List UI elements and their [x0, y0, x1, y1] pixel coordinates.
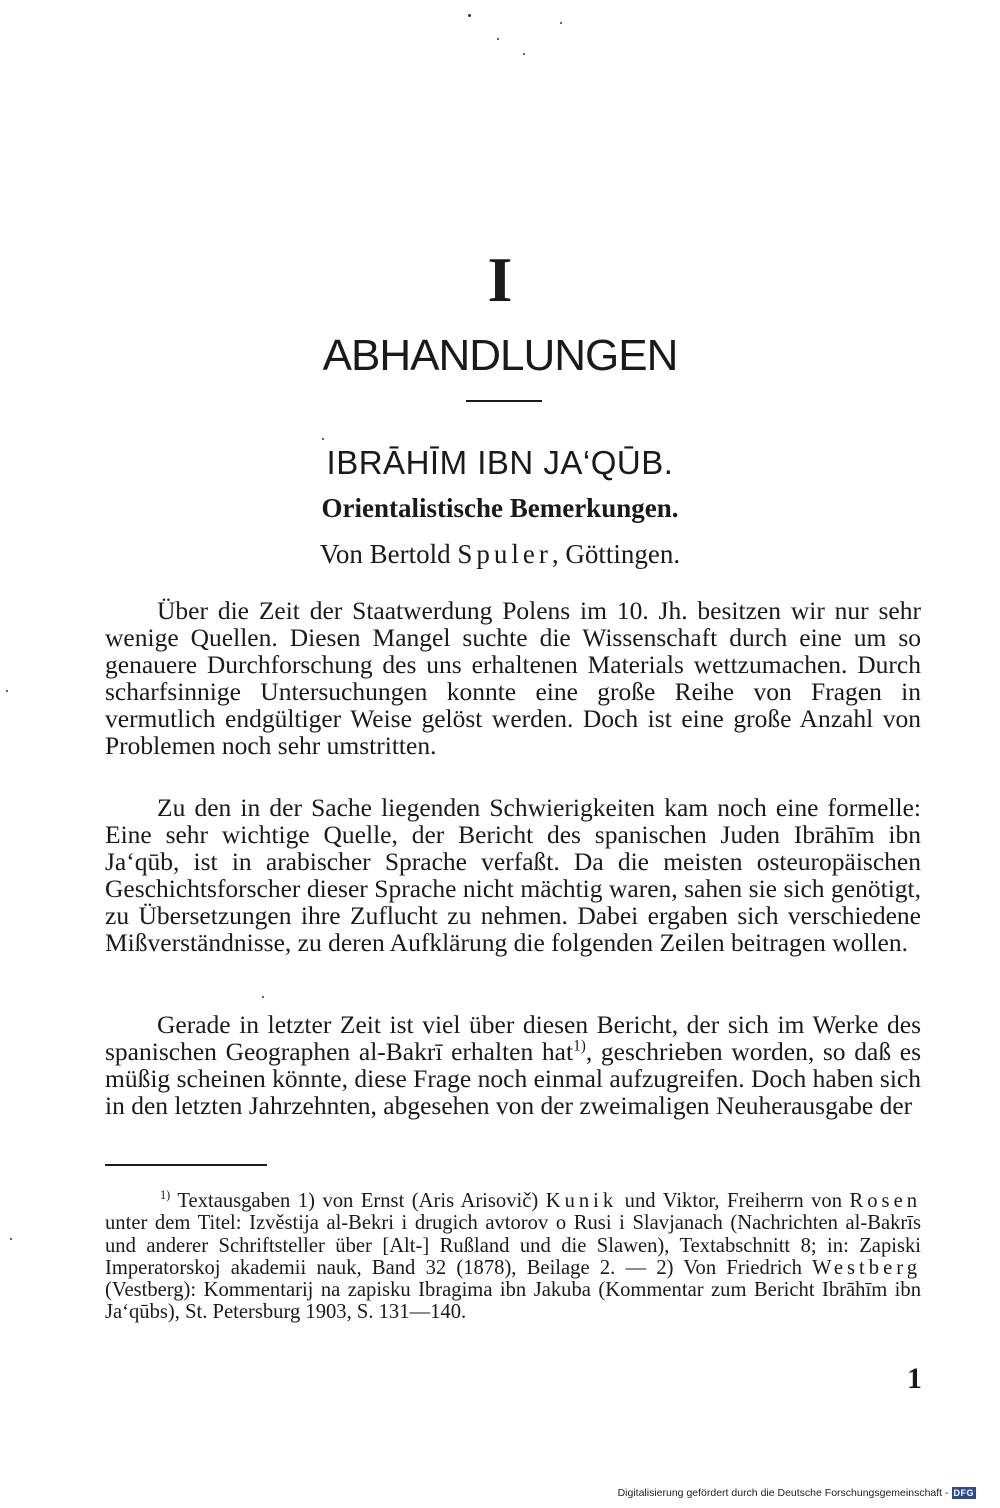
dfg-logo: DFG [953, 1488, 974, 1498]
paragraph-2: Zu den in der Sache liegenden Schwierigkeiten kam noch eine formelle: Eine sehr wichtige Quelle, der Bericht des spanischen Juden Ibrāhīm ibn Ja‘qūb, ist in arabischer Sprache verfaßt. Da die meisten osteuropäischen Geschichtsforscher dieser Sprache nicht mächtig waren, sahen sie sich genötigt, zu Übersetzungen ihre Zuflucht zu nehmen. Dabei ergaben sich verschiedene Mißverständnisse, zu deren Aufklärung die folgenden Zeilen beitragen wollen. [105, 793, 921, 957]
scan-speck [523, 53, 525, 55]
author-line [0, 541, 1000, 568]
digitization-credit [618, 1487, 976, 1499]
footnote-name-westberg: Westberg [812, 1256, 921, 1279]
footnote-name-rosen: Rosen [849, 1190, 921, 1212]
scan-speck [468, 14, 471, 17]
paragraph-3-text-b: , geschrieben worden, so daß es müßig scheinen könnte, diese Frage noch einmal aufzugreifen. Doch haben sich in den letzten Jahrzehnten, abgesehen von der zweimaligen Neuherausgabe der [105, 1036, 921, 1120]
footnote-text-2: und Viktor, Freiherrn von [617, 1190, 850, 1212]
footnote-reference: 1) [573, 1037, 586, 1055]
part-number: I [487, 244, 513, 315]
scan-speck [560, 22, 562, 24]
credit-text: Digitalisierung gefördert durch die Deutsche Forschungsgemeinschaft - [617, 1487, 949, 1499]
footnote-divider [105, 1164, 267, 1166]
article-subtitle: Orientalistische Bemerkungen. [321, 493, 679, 523]
paragraph-3 [105, 1012, 921, 1120]
footnote-text-4: (Vestberg): Kommentarij na zapisku Ibragima ibn Jakuba (Kommentar zum Bericht Ibrāhīm ibn Ja‘qūbs), St. Petersburg 1903, S. 131—140. [105, 1279, 921, 1324]
author-name: Spuler [457, 539, 552, 569]
paragraph-3-text-a: Gerade in letzter Zeit ist viel über diesen Bericht, der sich im Werke des spanischen Geographen al-Bakrī erhalten hat [105, 1010, 921, 1066]
title-divider [466, 400, 542, 402]
article-title: IBRĀHĪM IBN JA‘QŪB. [326, 444, 674, 481]
footnote-name-kunik: Kunik [545, 1190, 618, 1212]
page-number: 1 [907, 1362, 922, 1395]
scan-speck [262, 996, 264, 998]
footnote-marker: 1) [160, 1188, 171, 1203]
author-affiliation: , Göttingen. [551, 539, 681, 569]
scan-speck [497, 38, 499, 40]
author-prefix: Von Bertold [319, 539, 451, 569]
scan-speck [322, 438, 324, 440]
section-title: ABHANDLUNGEN [322, 331, 678, 380]
footnote-text-1: Textausgaben 1) von Ernst (Aris Arisovič) [170, 1190, 546, 1212]
footnote [105, 1190, 921, 1324]
footnote-text-3: unter dem Titel: Izvěstija al-Bekri i drugich avtorov o Rusi i Slavjanach (Nachrichten al-Bakrīs und anderer Schriftsteller über [Alt-] Rußland und die Slawen), Textabschnitt 8; in: Zapiski Imperatorskoj akademii nauk, Band 32 (1878), Beilage 2. — 2) Von Friedrich [105, 1212, 921, 1279]
scan-speck [6, 690, 8, 692]
scan-speck [10, 1238, 12, 1240]
paragraph-1: Über die Zeit der Staatwerdung Polens im 10. Jh. besitzen wir nur sehr wenige Quellen. Diesen Mangel suchte die Wissenschaft durch eine um so genauere Durchforschung des uns erhaltenen Materials wettzumachen. Durch scharfsinnige Untersuchungen konnte eine große Reihe von Fragen in vermutlich endgültiger Weise gelöst werden. Doch ist eine große Anzahl von Problemen noch sehr umstritten. [105, 596, 921, 760]
